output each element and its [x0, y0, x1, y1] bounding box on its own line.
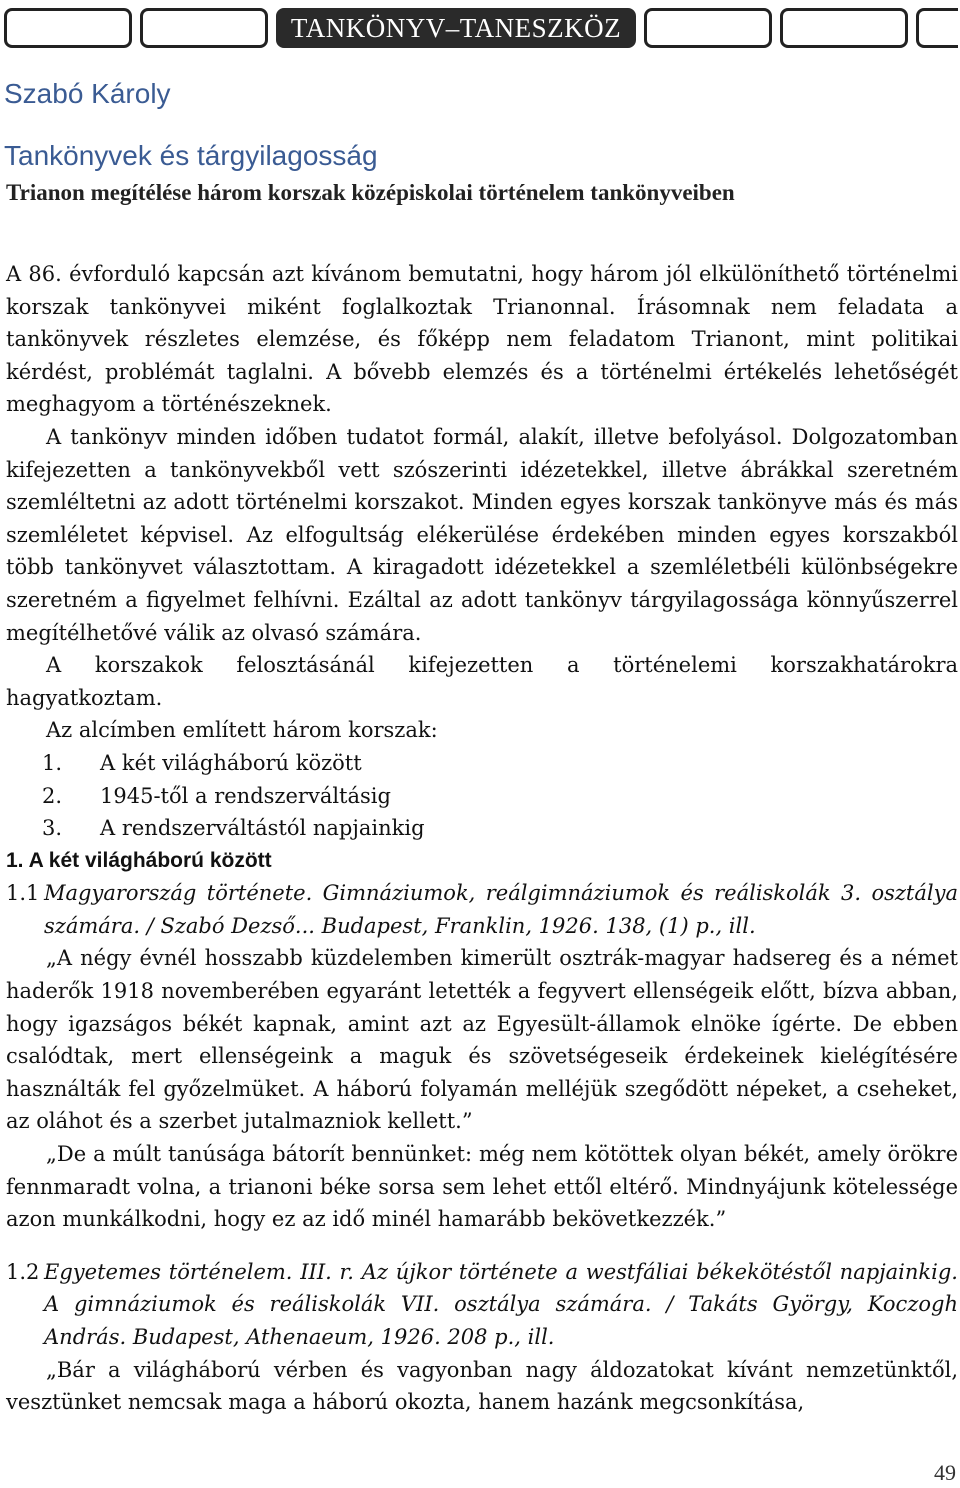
- period-label: A két világháború között: [100, 750, 362, 775]
- header-tab-blank: [644, 8, 772, 48]
- header-tab-blank: [140, 8, 268, 48]
- period-number: 1.: [42, 750, 63, 775]
- paragraph: Az alcímben említett három korszak:: [46, 718, 438, 743]
- quote-paragraph: „Bár a világháború vérben és vagyonban nagy áldozatokat kívánt nemzetünktől, vesztünket nemcsak maga a háború okozta, hanem hazánk megcsonkítása,: [6, 1357, 958, 1415]
- period-number: 2.: [42, 783, 63, 808]
- page-number: 49: [934, 1460, 956, 1485]
- article-subtitle: Trianon megítélése három korszak középiskolai történelem tankönyveiben: [6, 180, 735, 205]
- reference-number: 1.2: [6, 1259, 40, 1284]
- period-list-item: [6, 747, 958, 780]
- period-label: A rendszerváltástól napjainkig: [100, 816, 425, 841]
- article-title: Tankönyvek és tárgyilagosság: [4, 140, 378, 171]
- reference-entry: [6, 877, 958, 942]
- header-tab-category: TANKÖNYV–TANESZKÖZ: [276, 8, 636, 48]
- paragraph: A korszakok felosztásánál kifejezetten a történelemi korszakhatárokra hagyatkoztam.: [6, 653, 958, 710]
- reference-entry: [6, 1256, 958, 1354]
- reference-text: Magyarország története. Gimnáziumok, reálgimnáziumok és reáliskolák 3. osztálya számára. / Szabó Dezső... Budapest, Franklin, 1926. 138, (1) p., ill.: [44, 881, 958, 938]
- quote-paragraph: „De a múlt tanúsága bátorít bennünket: még nem kötöttek olyan békét, amely örökre fennmaradt volna, a trianoni béke sorsa sem lehet ettől eltérő. Mindnyájunk kötelessége azon munkálkodni, hogy ez az idő minél hamarább bekövetkezzék.”: [6, 1142, 958, 1232]
- reference-text: Egyetemes történelem. III. r. Az újkor története a westfáliai békekötéstől napjainkig. A gimnáziumok és reáliskolák VII. osztálya számára. / Takáts György, Koczogh András. Budapest, Athenaeum, 1926. 208 p., ill.: [44, 1259, 958, 1349]
- header-tab-blank: [916, 8, 958, 48]
- author-name: Szabó Károly: [4, 78, 171, 109]
- period-list-item: [6, 812, 958, 845]
- section-heading: 1. A két világháború között: [6, 848, 272, 872]
- reference-number: 1.1: [6, 881, 40, 906]
- paragraph: A tankönyv minden időben tudatot formál, alakít, illetve befolyásol. Dolgozatomban kifejezetten a tankönyvekből vett szószerinti idézetekkel, illetve ábrákkal szeretném szemléltetni az adott történelmi korszakot. Minden egyes korszak tankönyve más és más szemléletet képvisel. Az elfogultság elékerülése érdekében minden egyes korszakból több tankönyvet választottam. A kiragadott idézetekkel a szemléletbéli különbségekre szeretném a figyelmet felhívni. Ezáltal az adott tankönyv tárgyilagossága könnyűszerrel megítélhetővé válik az olvasó számára.: [6, 424, 958, 645]
- period-label: 1945-től a rendszerváltásig: [100, 783, 391, 808]
- paragraph: A 86. évforduló kapcsán azt kívánom bemutatni, hogy három jól elkülöníthető történelmi korszak tankönyvei miként foglalkoztak Trianonnal. Írásomnak nem feladata a tankönyvek részletes elemzése, és főképp nem feladatom Trianont, mint politikai kérdést, problémát taglalni. A bővebb elemzés és a történelmi értékelés lehetőségét meghagyom a történészeknek.: [6, 262, 958, 417]
- article-body: [6, 258, 958, 1419]
- header-bar: [0, 4, 960, 56]
- quote-paragraph: „A négy évnél hosszabb küzdelemben kimerült osztrák-magyar hadsereg és a német haderők 1918 novemberében egyaránt letették a fegyvert ellenségeik előtt, bízva abban, hogy igazságos békét kapnak, amint azt az Egyesült-államok elnöke ígérte. De ebben csalódtak, mert ellenségeink a maguk és szövetségeseik érdekeinek kielégítésére használták fel győzelmüket. A háború folyamán melléjük szegődött népeket, a cseheket, az oláhot és a szerbet jutalmazniok kellett.”: [6, 946, 958, 1134]
- header-tab-blank: [4, 8, 132, 48]
- period-list-item: [6, 780, 958, 813]
- header-tab-blank: [780, 8, 908, 48]
- period-number: 3.: [42, 816, 63, 841]
